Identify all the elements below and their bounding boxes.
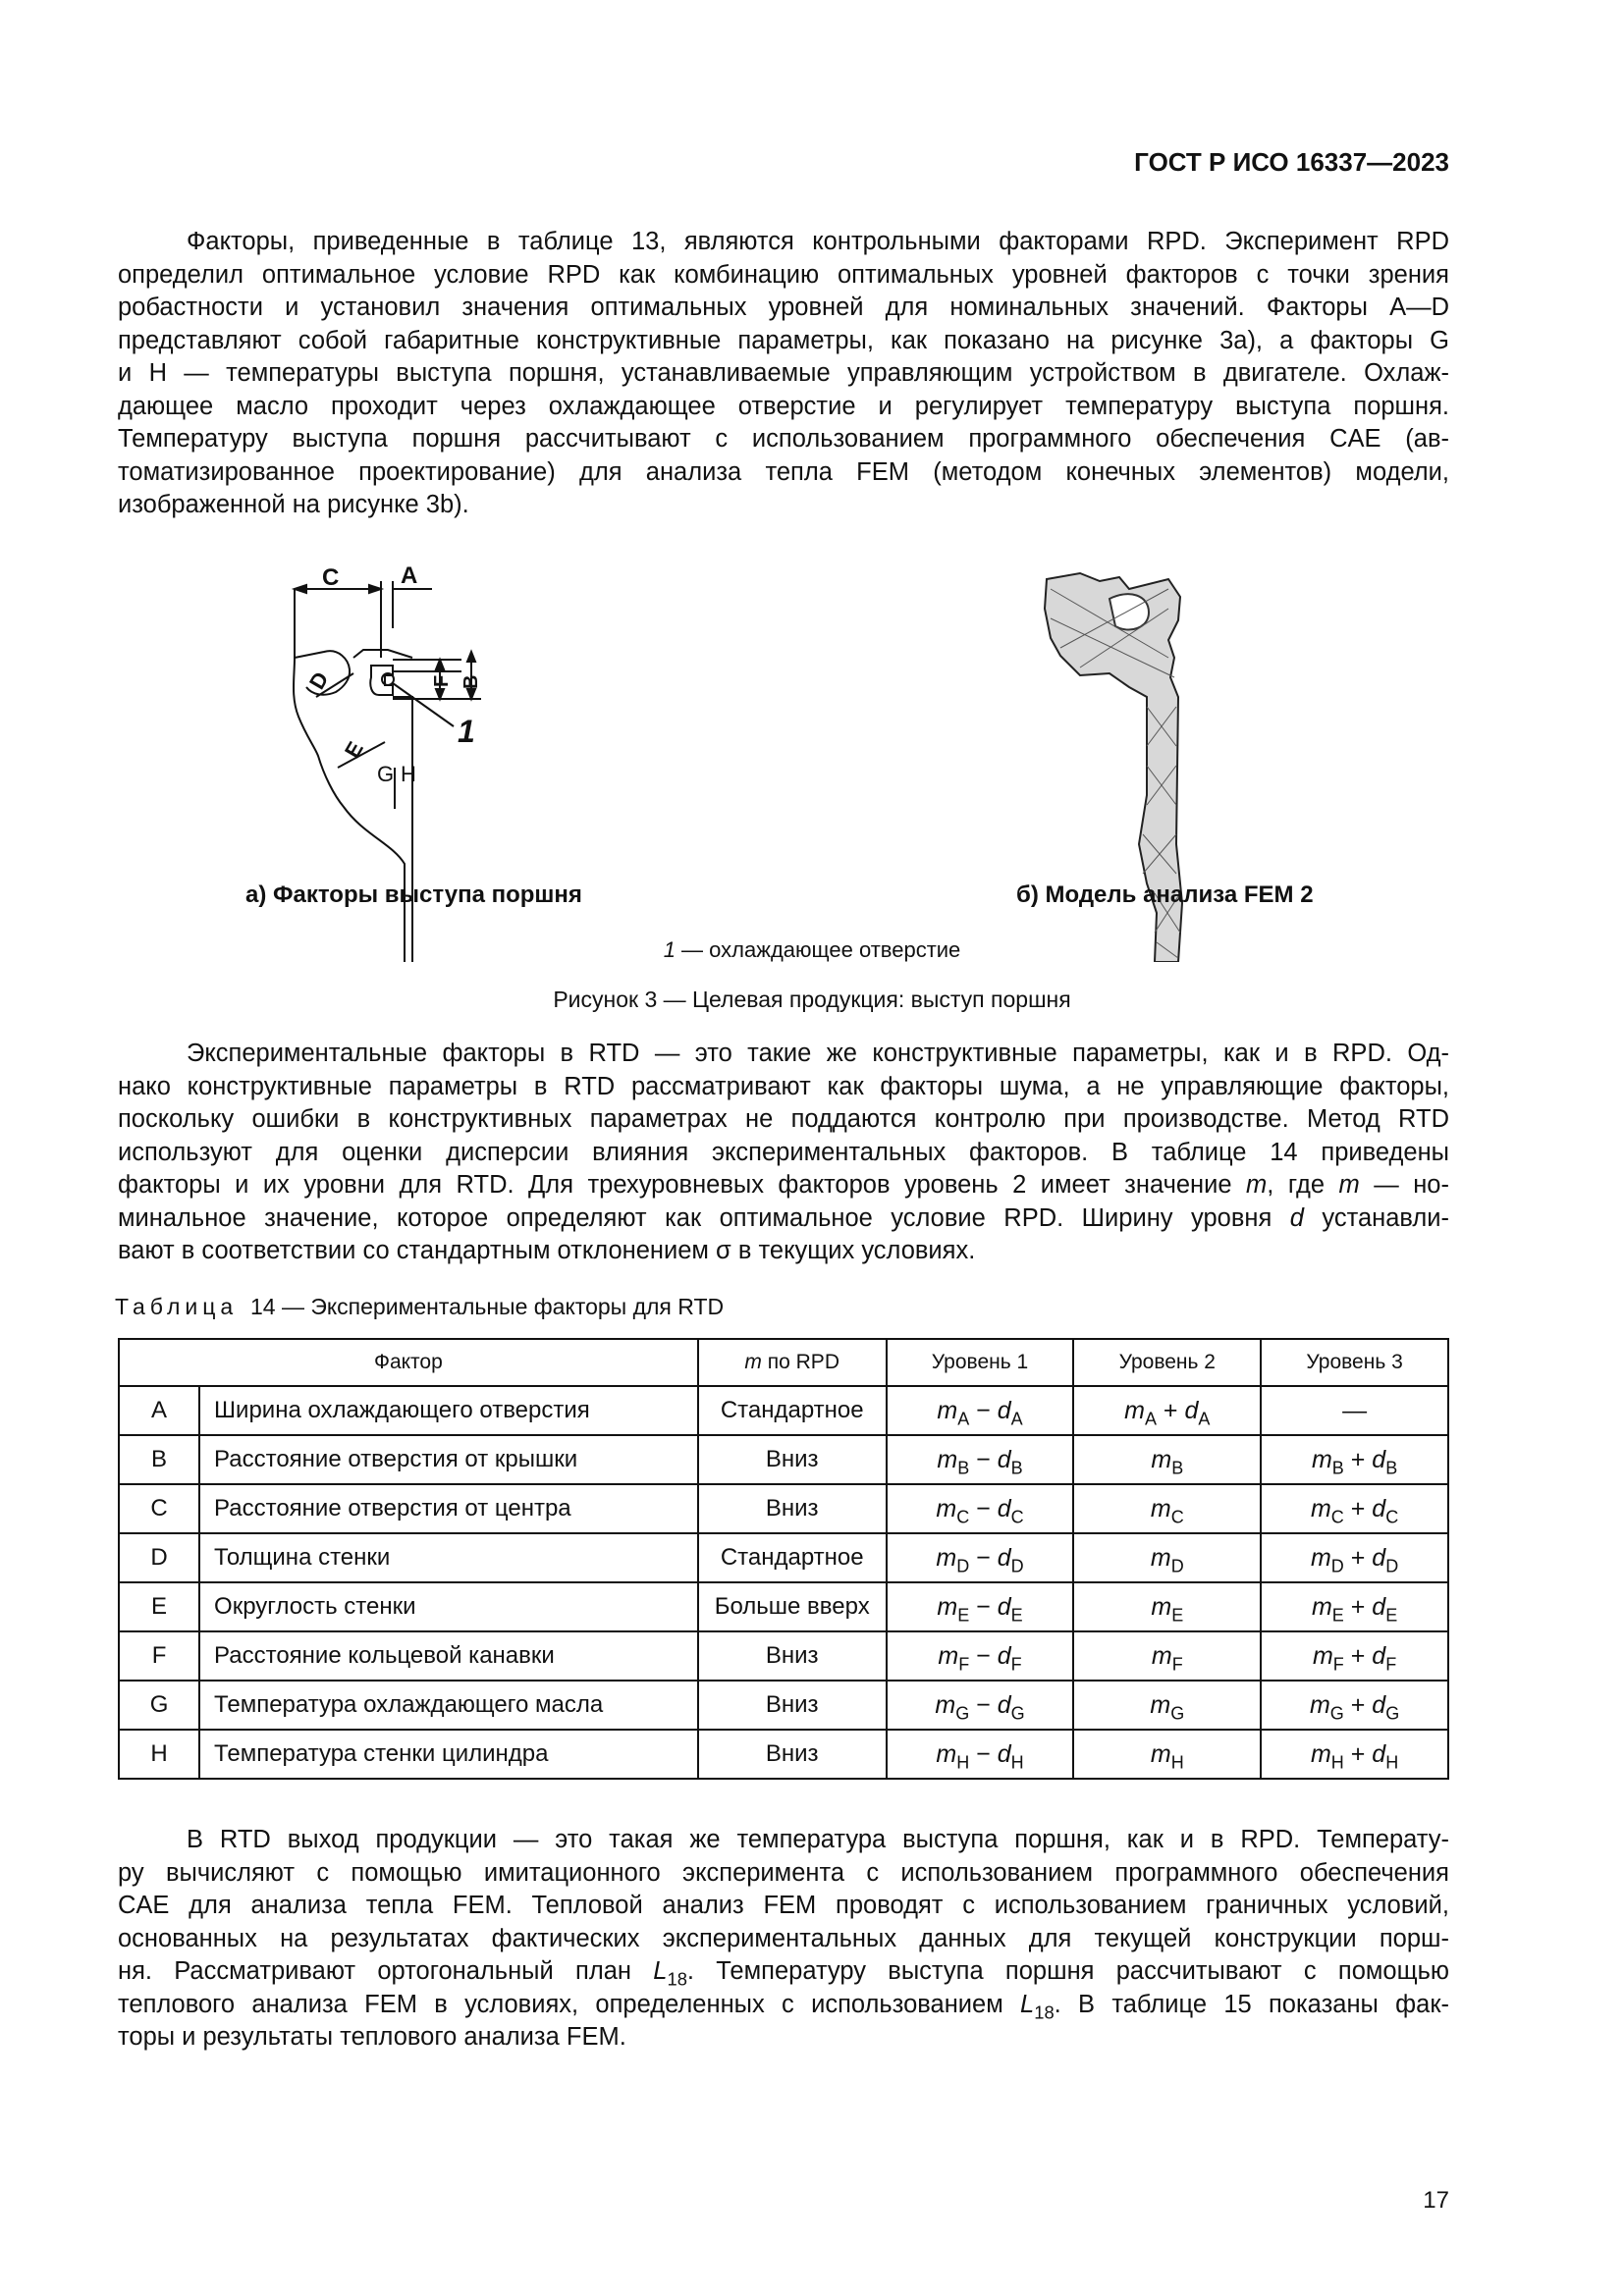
text-line: изображенной на рисунке 3b). xyxy=(118,491,469,518)
math-var: d xyxy=(1184,1396,1199,1424)
cell-m-rpd: Стандартное xyxy=(698,1386,887,1435)
math-op: − xyxy=(969,1494,998,1522)
math-sub: B xyxy=(957,1457,970,1477)
math-var: m xyxy=(938,1641,959,1670)
text-line xyxy=(118,1202,1449,1236)
text-line: CAE для анализа тепла FEM. Тепловой анализ FEM проводят с использованием граничных условий, xyxy=(118,1892,1449,1919)
cell-l2 xyxy=(1073,1681,1261,1730)
text-run: , где xyxy=(1267,1171,1339,1199)
math-op: + xyxy=(1343,1445,1373,1473)
math-var: d xyxy=(997,1396,1011,1424)
cell-l1 xyxy=(887,1484,1074,1533)
figure-note xyxy=(0,937,1624,963)
cell-l2 xyxy=(1073,1582,1261,1631)
cell-factor-name: Расстояние отверстия от крышки xyxy=(199,1435,698,1484)
math-sub: H xyxy=(956,1751,970,1772)
math-sub: E xyxy=(1010,1604,1023,1625)
table-body xyxy=(119,1386,1448,1779)
math-l: L xyxy=(1020,1990,1035,2018)
cell-code: G xyxy=(119,1681,199,1730)
text-line: Экспериментальные факторы в RTD — это такие же конструктивные параметры, как и в RPD. Од- xyxy=(187,1040,1449,1067)
math-sub: G xyxy=(1385,1702,1400,1723)
math-sub: D xyxy=(1010,1555,1024,1575)
text-run: — но- xyxy=(1359,1171,1449,1199)
cell-l3: — xyxy=(1261,1386,1448,1435)
table-row xyxy=(119,1435,1448,1484)
text-line: торы и результаты теплового анализа FEM. xyxy=(118,2023,626,2051)
math-sub: A xyxy=(957,1408,970,1428)
text-line: ру вычисляют с помощью имитационного эксперимента с использованием программного обеспечения xyxy=(118,1858,1449,1887)
math-var: d xyxy=(997,1592,1011,1621)
math-op: + xyxy=(1343,1592,1373,1621)
text-line xyxy=(118,1955,1449,1989)
math-m: m xyxy=(1246,1171,1268,1199)
math-var: d xyxy=(997,1543,1011,1572)
cell-factor-name: Температура стенки цилиндра xyxy=(199,1730,698,1779)
math-var: m xyxy=(1124,1396,1145,1424)
header-m-rest: по RPD xyxy=(761,1351,839,1373)
math-var: d xyxy=(997,1641,1011,1670)
cell-m-rpd: Стандартное xyxy=(698,1533,887,1582)
cell-l2 xyxy=(1073,1631,1261,1681)
text-run: устанавли- xyxy=(1303,1203,1449,1232)
cell-l3 xyxy=(1261,1484,1448,1533)
text-line: В RTD выход продукции — это такая же температура выступа поршня, как и в RPD. Температу- xyxy=(187,1826,1449,1853)
math-sub: A xyxy=(1010,1408,1023,1428)
text-line: нако конструктивные параметры в RTD рассматривают как факторы шума, а не управляющие факторы, xyxy=(118,1072,1449,1100)
cell-l2 xyxy=(1073,1533,1261,1582)
table-row xyxy=(119,1386,1448,1435)
figure-caption-b: б) Модель анализа FEM 2 xyxy=(1016,881,1314,908)
math-var: m xyxy=(1311,1592,1332,1621)
math-sub: G xyxy=(955,1702,970,1723)
cell-l2 xyxy=(1073,1386,1261,1435)
math-var: m xyxy=(936,1494,957,1522)
header-level-3: Уровень 3 xyxy=(1261,1339,1448,1386)
math-op: − xyxy=(969,1739,998,1768)
math-var: d xyxy=(997,1739,1011,1768)
cell-code: A xyxy=(119,1386,199,1435)
label-1: 1 xyxy=(458,714,475,749)
math-sub: D xyxy=(1385,1555,1399,1575)
math-op: + xyxy=(1343,1690,1373,1719)
cell-l2 xyxy=(1073,1730,1261,1779)
table-row xyxy=(119,1730,1448,1779)
text-run: . В таблице 15 показаны фак- xyxy=(1054,1990,1449,2018)
cell-l3 xyxy=(1261,1730,1448,1779)
cell-l3 xyxy=(1261,1582,1448,1631)
page-number: 17 xyxy=(1423,2187,1449,2214)
label-d: D xyxy=(303,667,334,694)
math-var: d xyxy=(997,1690,1011,1719)
cell-l1 xyxy=(887,1386,1074,1435)
math-var: m xyxy=(1310,1494,1331,1522)
math-var: d xyxy=(1372,1445,1386,1473)
cell-l1 xyxy=(887,1730,1074,1779)
cell-factor-name: Температура охлаждающего масла xyxy=(199,1681,698,1730)
math-value: $m_E$ xyxy=(1151,1592,1184,1625)
math-sub: D xyxy=(956,1555,970,1575)
label-c: C xyxy=(322,564,340,591)
figure-3 xyxy=(0,550,1624,962)
figure-caption-a: а) Факторы выступа поршня xyxy=(245,881,582,908)
math-sub: H xyxy=(1385,1751,1399,1772)
text-line: основанных на результатах фактических экспериментальных данных для текущей конструкции порш- xyxy=(118,1924,1449,1952)
math-sub: H xyxy=(1330,1751,1344,1772)
table-row xyxy=(119,1582,1448,1631)
note-text: — охлаждающее отверстие xyxy=(675,937,961,962)
table-header-row xyxy=(119,1339,1448,1386)
text-run: факторы и их уровни для RTD. Для трехуровневых факторов уровень 2 имеет значение xyxy=(118,1171,1247,1199)
math-value: $m_D$ xyxy=(1150,1543,1184,1575)
header-factor: Фактор xyxy=(119,1339,698,1386)
math-var: d xyxy=(997,1445,1011,1473)
label-e: E xyxy=(339,737,368,763)
math-op: − xyxy=(969,1543,998,1572)
math-op: + xyxy=(1343,1641,1373,1670)
math-sub: E xyxy=(957,1604,970,1625)
math-sub: G xyxy=(1010,1702,1025,1723)
table-caption-text: 14 — Экспериментальные факторы для RTD xyxy=(249,1294,725,1319)
math-op: + xyxy=(1343,1543,1373,1572)
math-var: m xyxy=(937,1592,958,1621)
figure-3-drawing xyxy=(0,550,1624,962)
table-14 xyxy=(118,1338,1449,1780)
cell-m-rpd: Вниз xyxy=(698,1730,887,1779)
text-line: томатизированное проектирование) для анализа тепла FEM (методом конечных элементов) модели, xyxy=(118,457,1449,486)
cell-l1 xyxy=(887,1533,1074,1582)
math-var: d xyxy=(1372,1543,1386,1572)
math-var: m xyxy=(1310,1543,1331,1572)
cell-l3 xyxy=(1261,1435,1448,1484)
math-sub: F xyxy=(1010,1653,1022,1674)
cell-l3 xyxy=(1261,1533,1448,1582)
text-line xyxy=(118,1169,1449,1202)
note-number: 1 xyxy=(663,937,676,962)
math-var: d xyxy=(1372,1641,1386,1670)
math-var: d xyxy=(1372,1690,1386,1719)
cell-factor-name: Расстояние отверстия от центра xyxy=(199,1484,698,1533)
math-value: $m_F$ xyxy=(1151,1641,1183,1674)
cell-l2 xyxy=(1073,1484,1261,1533)
math-value: $m_G$ xyxy=(1150,1690,1185,1723)
math-op: − xyxy=(969,1592,998,1621)
math-var: d xyxy=(1372,1739,1386,1768)
math-var: d xyxy=(1372,1494,1386,1522)
cell-m-rpd: Вниз xyxy=(698,1435,887,1484)
math-op: + xyxy=(1156,1396,1185,1424)
cell-code: C xyxy=(119,1484,199,1533)
cell-m-rpd: Больше вверх xyxy=(698,1582,887,1631)
math-op: − xyxy=(969,1396,998,1424)
table-row xyxy=(119,1533,1448,1582)
cell-l3 xyxy=(1261,1631,1448,1681)
math-value: $m_H$ xyxy=(1150,1739,1184,1772)
text-line: Факторы, приведенные в таблице 13, являются контрольными факторами RPD. Эксперимент RPD xyxy=(187,228,1449,255)
math-var: d xyxy=(997,1494,1011,1522)
text-run: . Температуру выступа поршня рассчитывают с помощью xyxy=(686,1957,1449,1985)
math-sub: B xyxy=(1010,1457,1023,1477)
cell-code: D xyxy=(119,1533,199,1582)
math-sub: C xyxy=(956,1506,970,1526)
math-op: − xyxy=(969,1690,998,1719)
math-m: m xyxy=(1338,1171,1360,1199)
table-row xyxy=(119,1631,1448,1681)
math-sub: C xyxy=(1385,1506,1399,1526)
math-sub: E xyxy=(1331,1604,1344,1625)
cell-factor-name: Округлость стенки xyxy=(199,1582,698,1631)
text-line: дающее масло проходит через охлаждающее отверстие и регулирует температуру выступа поршня. xyxy=(118,392,1449,420)
cell-factor-name: Ширина охлаждающего отверстия xyxy=(199,1386,698,1435)
table-caption-word: Таблица xyxy=(115,1294,239,1319)
math-value: $m_C$ xyxy=(1150,1494,1184,1526)
text-line: представляют собой габаритные конструктивные параметры, как показано на рисунке 3a), а факторы G xyxy=(118,326,1449,354)
standard-header: ГОСТ Р ИСО 16337—2023 xyxy=(1134,147,1449,177)
cell-code: H xyxy=(119,1730,199,1779)
cell-l1 xyxy=(887,1681,1074,1730)
figure-title: Рисунок 3 — Целевая продукция: выступ поршня xyxy=(553,987,1071,1012)
math-sub: H xyxy=(1010,1751,1024,1772)
math-var: d xyxy=(1372,1592,1386,1621)
text-run: теплового анализа FEM в условиях, определенных с использованием xyxy=(118,1990,1021,2018)
header-m-rpd xyxy=(698,1339,887,1386)
cell-l1 xyxy=(887,1631,1074,1681)
text-run: ня. Рассматривают ортогональный план xyxy=(118,1957,654,1985)
paragraph-intro xyxy=(118,226,1449,522)
header-m: m xyxy=(744,1351,762,1373)
math-op: − xyxy=(969,1445,998,1473)
text-line: определил оптимальное условие RPD как комбинацию оптимальных уровней факторов с точки зрения xyxy=(118,260,1449,289)
paragraph-rtd-factors xyxy=(118,1038,1449,1268)
math-var: m xyxy=(1309,1690,1330,1719)
math-var: m xyxy=(1311,1445,1332,1473)
math-var: m xyxy=(937,1445,958,1473)
text-line xyxy=(118,1989,1449,2022)
text-line: Температуру выступа поршня рассчитывают с использованием программного обеспечения CAE (ав- xyxy=(118,425,1449,453)
text-line: вают в соответствии со стандартным отклонением σ в текущих условиях. xyxy=(118,1237,976,1264)
cell-l2 xyxy=(1073,1435,1261,1484)
cell-m-rpd: Вниз xyxy=(698,1484,887,1533)
table-row xyxy=(119,1484,1448,1533)
math-op: − xyxy=(969,1641,998,1670)
math-sub: D xyxy=(1330,1555,1344,1575)
label-b: B xyxy=(460,674,482,689)
cell-code: E xyxy=(119,1582,199,1631)
cell-m-rpd: Вниз xyxy=(698,1631,887,1681)
math-sub: A xyxy=(1198,1408,1211,1428)
label-h: H xyxy=(401,762,416,786)
math-var: m xyxy=(1310,1739,1331,1768)
math-sub: E xyxy=(1385,1604,1398,1625)
cell-factor-name: Расстояние кольцевой канавки xyxy=(199,1631,698,1681)
table-row xyxy=(119,1681,1448,1730)
math-sub: B xyxy=(1385,1457,1398,1477)
math-sub: 18 xyxy=(1034,2001,1055,2022)
label-g: G xyxy=(377,762,395,786)
math-var: m xyxy=(1312,1641,1333,1670)
math-op: + xyxy=(1343,1739,1373,1768)
text-line: и H — температуры выступа поршня, устанавливаемые управляющим устройством в двигателе. Охлаж- xyxy=(118,359,1449,387)
math-var: m xyxy=(937,1396,958,1424)
math-sub: C xyxy=(1010,1506,1024,1526)
math-var: m xyxy=(935,1690,956,1719)
cell-l1 xyxy=(887,1435,1074,1484)
cell-m-rpd: Вниз xyxy=(698,1681,887,1730)
text-line: робастности и установил значения оптимальных уровней для номинальных значений. Факторы A—D xyxy=(118,294,1449,321)
math-sub: C xyxy=(1330,1506,1344,1526)
math-l: L xyxy=(653,1957,668,1985)
math-sub: 18 xyxy=(667,1968,687,1990)
header-level-2: Уровень 2 xyxy=(1073,1339,1261,1386)
math-sub: B xyxy=(1331,1457,1344,1477)
cell-code: F xyxy=(119,1631,199,1681)
math-d: d xyxy=(1289,1203,1304,1232)
math-var: m xyxy=(936,1739,957,1768)
math-sub: F xyxy=(1385,1653,1397,1674)
cell-l1 xyxy=(887,1582,1074,1631)
text-line: используют для оценки дисперсии влияния экспериментальных факторов. В таблице 14 приведены xyxy=(118,1138,1449,1166)
math-op: + xyxy=(1343,1494,1373,1522)
cell-factor-name: Толщина стенки xyxy=(199,1533,698,1582)
math-sub: A xyxy=(1144,1408,1157,1428)
cell-l3 xyxy=(1261,1681,1448,1730)
table-caption xyxy=(115,1294,724,1320)
paragraph-rtd-output xyxy=(118,1824,1449,2055)
label-f: F xyxy=(431,674,453,687)
math-sub: F xyxy=(1332,1653,1344,1674)
math-var: m xyxy=(936,1543,957,1572)
math-sub: F xyxy=(958,1653,970,1674)
label-a: A xyxy=(401,562,418,589)
cell-code: B xyxy=(119,1435,199,1484)
math-sub: G xyxy=(1329,1702,1344,1723)
text-line: поскольку ошибки в конструктивных параметрах не поддаются контролю при производстве. Метод RTD xyxy=(118,1105,1449,1133)
header-level-1: Уровень 1 xyxy=(887,1339,1074,1386)
math-value: $m_B$ xyxy=(1151,1445,1184,1477)
text-run: минальное значение, которое определяют как оптимальное условие RPD. Ширину уровня xyxy=(118,1203,1290,1232)
